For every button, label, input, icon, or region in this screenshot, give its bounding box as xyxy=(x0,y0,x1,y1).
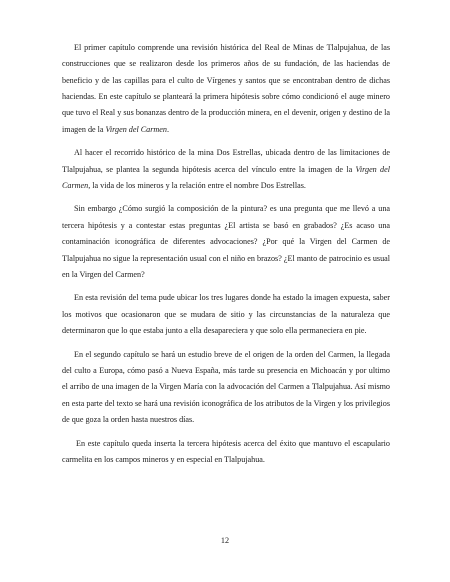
paragraph-2-text: Al hacer el recorrido histórico de la mina Dos Estrellas, ubicada dentro de las limitaciones de Tlalpujahua, se plantea la segunda hipótesis acerca del vínculo entre la imagen de la xyxy=(62,148,390,174)
page-number: 12 xyxy=(220,536,230,545)
document-page xyxy=(62,40,390,475)
paragraph-1 xyxy=(62,40,390,138)
paragraph-6 xyxy=(62,436,390,469)
paragraph-1-text: El primer capítulo comprende una revisión histórica del Real de Minas de Tlalpujahua, de las construcciones que se realizaron desde los primeros años de su fundación, de las haciendas de beneficio y de las capillas para el culto de Vírgenes y santos que se encontraban dentro de dichas haciendas. En este capítulo se planteará la primera hipótesis sobre cómo condicionó el auge minero que tuvo el Real y sus bonanzas dentro de la producción minera, en el devenir, origen y destino de la imagen de la xyxy=(62,43,390,134)
paragraph-1-end: . xyxy=(166,124,169,134)
paragraph-3-text: Sin embargo ¿Cómo surgió la composición de la pintura? es una pregunta que me llevó a una tercera hipótesis y a contestar estas preguntas ¿El artista se basó en grabados? ¿Es acaso una contaminación iconográfica de diferentes advocaciones? ¿Por qué la Virgen del Carmen de Tlalpujahua no sigue la representación usual con el niño en brazos? ¿El manto de patrocinio es usual en la Virgen del Carmen? xyxy=(62,204,390,279)
paragraph-4-text: En esta revisión del tema pude ubicar los tres lugares donde ha estado la imagen expuesta, saber los motivos que ocasionaron que se mudara de sitio y las circunstancias de la naturaleza que determinaron que lo que estaba junto a ella desapareciera y que solo ella permaneciera en pie. xyxy=(62,293,390,336)
paragraph-6-text: En este capítulo queda inserta la tercera hipótesis acerca del éxito que mantuvo el escapulario carmelita en los campos mineros y en especial en Tlalpujahua. xyxy=(62,438,390,464)
paragraph-5 xyxy=(62,347,390,429)
paragraph-4 xyxy=(62,290,390,339)
paragraph-2-italic-virgen: Virgen del Carmen xyxy=(62,164,390,190)
paragraph-2-end: , la vida de los mineros y la relación entre el nombre Dos Estrellas. xyxy=(88,180,306,190)
paragraph-2 xyxy=(62,145,390,194)
paragraph-3 xyxy=(62,201,390,283)
paragraph-5-text: En el segundo capítulo se hará un estudio breve de el origen de la orden del Carmen, la llegada del culto a Europa, cómo pasó a Nueva España, más tarde su presencia en Michoacán y por ultimo el arribo de una imagen de la Virgen María con la advocación del Carmen a Tlalpujahua. Así mismo en esta parte del texto se hará una revisión iconográfica de los atributos de la Virgen y los privilegios de que goza la orden hasta nuestros días. xyxy=(62,349,390,424)
paragraph-1-italic-virgen: Virgen del Carmen xyxy=(105,124,167,134)
